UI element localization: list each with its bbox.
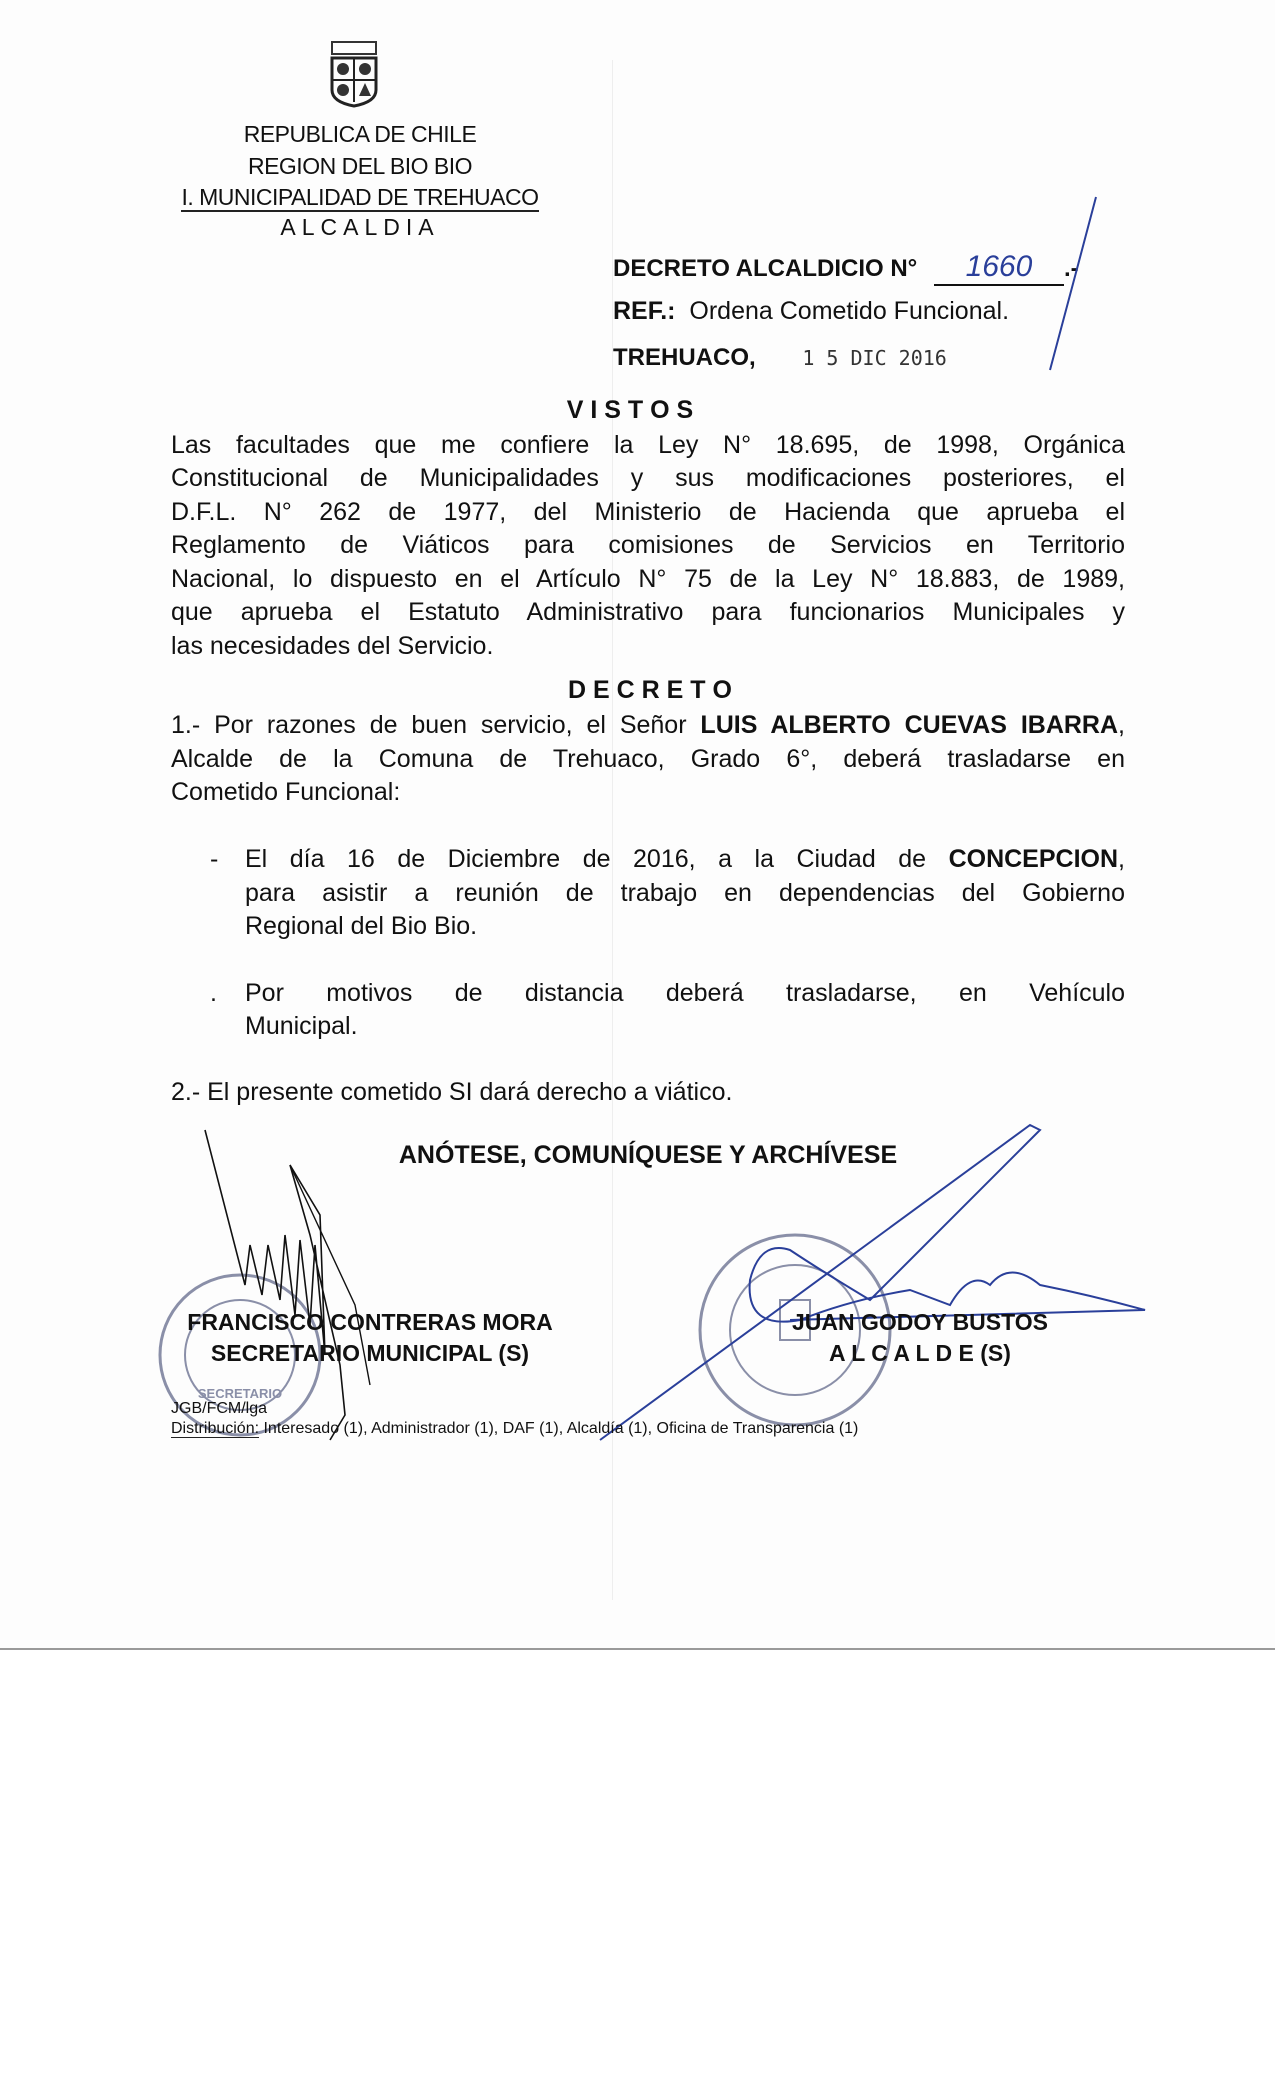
secretary-title: SECRETARIO MUNICIPAL (S) (210, 1340, 530, 1366)
letterhead-region: REGION DEL BIO BIO (247, 153, 473, 179)
vistos-line: las necesidades del Servicio. (171, 632, 494, 660)
crest-logo (320, 40, 388, 108)
decree-label: DECRETO ALCALDICIO N° (613, 255, 918, 282)
bullet-2-line: Por motivos de distancia deberá trasladarse, en Vehículo (245, 979, 1125, 1007)
item-1-suffix: , (1118, 711, 1125, 739)
vistos-line: D.F.L. N° 262 de 1977, del Ministerio de Hacienda que aprueba el (171, 498, 1125, 526)
destination-city: CONCEPCION (948, 845, 1119, 873)
decree-suffix: .- (1063, 255, 1079, 282)
letterhead-municipality (160, 184, 560, 211)
letterhead-office: ALCALDIA (280, 214, 440, 240)
bullet-1-line: Regional del Bio Bio. (245, 912, 478, 940)
number-slash-signature (1020, 195, 1100, 375)
distribution-line (171, 1420, 858, 1438)
mayor-title: A L C A L D E (S) (829, 1340, 1011, 1366)
municipality-name: I. MUNICIPALIDAD DE TREHUACO (181, 184, 539, 210)
secretary-signature (190, 1125, 470, 1445)
vistos-line: Constitucional de Municipalidades y sus modificaciones posteriores, el (171, 464, 1125, 492)
letterhead-country: REPUBLICA DE CHILE (243, 121, 477, 147)
item-1-text: 1.- Por razones de buen servicio, el Señor (171, 711, 701, 739)
mayor-name: JUAN GODOY BUSTOS (791, 1309, 1049, 1335)
item-1-line: Alcalde de la Comuna de Trehuaco, Grado 6°, deberá trasladarse en (171, 745, 1125, 773)
date-stamp: 1 5 DIC 2016 (802, 346, 947, 370)
item-2-line: 2.- El presente cometido SI dará derecho a viático. (171, 1078, 733, 1106)
place-label: TREHUACO, (613, 344, 756, 371)
bullet-1-line (245, 843, 1125, 877)
initials: JGB/FCM/lga (171, 1400, 268, 1417)
vistos-line: Las facultades que me confiere la Ley N° 18.695, de 1998, Orgánica (171, 431, 1125, 459)
svg-text:SECRETARIO: SECRETARIO (197, 1386, 283, 1401)
decreto-heading: D E C R E T O (568, 676, 732, 704)
ref-value: Ordena Cometido Funcional. (689, 297, 1010, 325)
decree-number: 1660 (934, 250, 1064, 286)
mayor-signature (570, 1120, 1150, 1460)
item-1-line: Cometido Funcional: (171, 778, 401, 806)
ref-line (613, 297, 1009, 326)
bullet-1-text: El día 16 de Diciembre de 2016, a la Ciudad de (245, 845, 949, 873)
vistos-line: Reglamento de Viáticos para comisiones de Servicios en Territorio (171, 531, 1125, 559)
bullet-1-suffix: , (1118, 845, 1125, 873)
bullet-1-line: para asistir a reunión de trabajo en dependencias del Gobierno (245, 879, 1125, 907)
secretary-name: FRANCISCO CONTRERAS MORA (187, 1309, 553, 1335)
ref-label: REF.: (613, 297, 676, 325)
bullet-2-line: Municipal. (245, 1012, 358, 1040)
vistos-line: Nacional, lo dispuesto en el Artículo N° 75 de la Ley N° 18.883, de 1989, (171, 565, 1125, 593)
bullet-marker: - (210, 845, 219, 873)
closing-formula: ANÓTESE, COMUNÍQUESE Y ARCHÍVESE (398, 1141, 898, 1169)
vistos-line: que aprueba el Estatuto Administrativo para funcionarios Municipales y (171, 598, 1125, 626)
official-name: LUIS ALBERTO CUEVAS IBARRA (700, 711, 1119, 739)
distribution-label: Distribución: (171, 1420, 260, 1437)
place-date-line (613, 344, 947, 372)
distribution-list: Interesado (1), Administrador (1), DAF (1), Alcaldía (1), Oficina de Transparencia (1) (259, 1420, 859, 1437)
item-1-line (171, 709, 1125, 743)
bullet-marker: . (210, 979, 217, 1007)
vistos-heading: V I S T O S (566, 396, 694, 424)
decree-number-line (613, 250, 1079, 286)
